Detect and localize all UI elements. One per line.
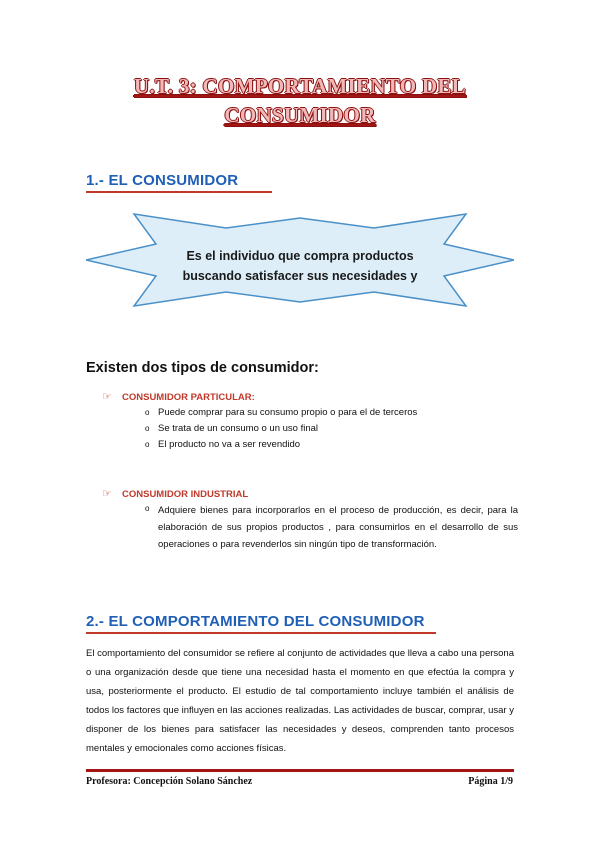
- list-item: o Puede comprar para su consumo propio o para el de terceros: [145, 405, 417, 421]
- list-item: o Se trata de un consumo o un uso final: [145, 421, 417, 437]
- definition-text: [150, 246, 450, 286]
- title-line-1: U.T. 3: COMPORTAMIENTO DEL: [134, 74, 466, 98]
- footer-page-number: Página 1/9: [468, 776, 513, 787]
- footer-author: Profesora: Concepción Solano Sánchez: [86, 776, 253, 787]
- list-item: o El producto no va a ser revendido: [145, 437, 417, 453]
- footer-divider: [86, 769, 514, 772]
- hollow-circle-icon: o: [145, 440, 150, 449]
- definition-line-1: Es el individuo que compra productos: [186, 249, 414, 263]
- section-2-underline: [86, 632, 436, 634]
- section-1-heading: 1.- EL CONSUMIDOR: [86, 172, 239, 189]
- category-industrial-label: CONSUMIDOR INDUSTRIAL: [122, 489, 249, 500]
- section-2-paragraph: El comportamiento del consumidor se refiere al conjunto de actividades que lleva a cabo una persona o una organización desde que tiene una necesidad hasta el momento en que efectúa la compra y usa, posteriormente el producto. El estudio de tal comportamiento incluye también el análisis de todos los factores que influyen en las acciones realizadas. Las actividades de buscar, comprar, usar y disponer de los bienes para satisfacer las necesidades y deseos, comprenden tanto procesos mentales y emocionales como acciones físicas.: [86, 648, 514, 754]
- hollow-circle-icon: o: [145, 424, 150, 433]
- definition-line-2: buscando satisfacer sus necesidades y: [182, 269, 418, 283]
- types-heading: Existen dos tipos de consumidor:: [86, 360, 319, 376]
- section-1-underline: [86, 191, 272, 193]
- industrial-description: Adquiere bienes para incorporarlos en el proceso de producción, es decir, para la elaboración de sus propios productos , para consumirlos en el desarrollo de sus operaciones o para revenderlos sin ningún tipo de transformación.: [158, 505, 518, 550]
- title-line-2: CONSUMIDOR: [224, 103, 376, 127]
- particular-list: [145, 405, 417, 453]
- hollow-circle-icon: o: [145, 504, 150, 513]
- pointing-hand-icon: ☞: [102, 488, 112, 500]
- category-particular-label: CONSUMIDOR PARTICULAR:: [122, 392, 255, 403]
- pointing-hand-icon: ☞: [102, 391, 112, 403]
- hollow-circle-icon: o: [145, 408, 150, 417]
- section-2-heading: 2.- EL COMPORTAMIENTO DEL CONSUMIDOR: [86, 613, 425, 630]
- document-title: [80, 72, 520, 130]
